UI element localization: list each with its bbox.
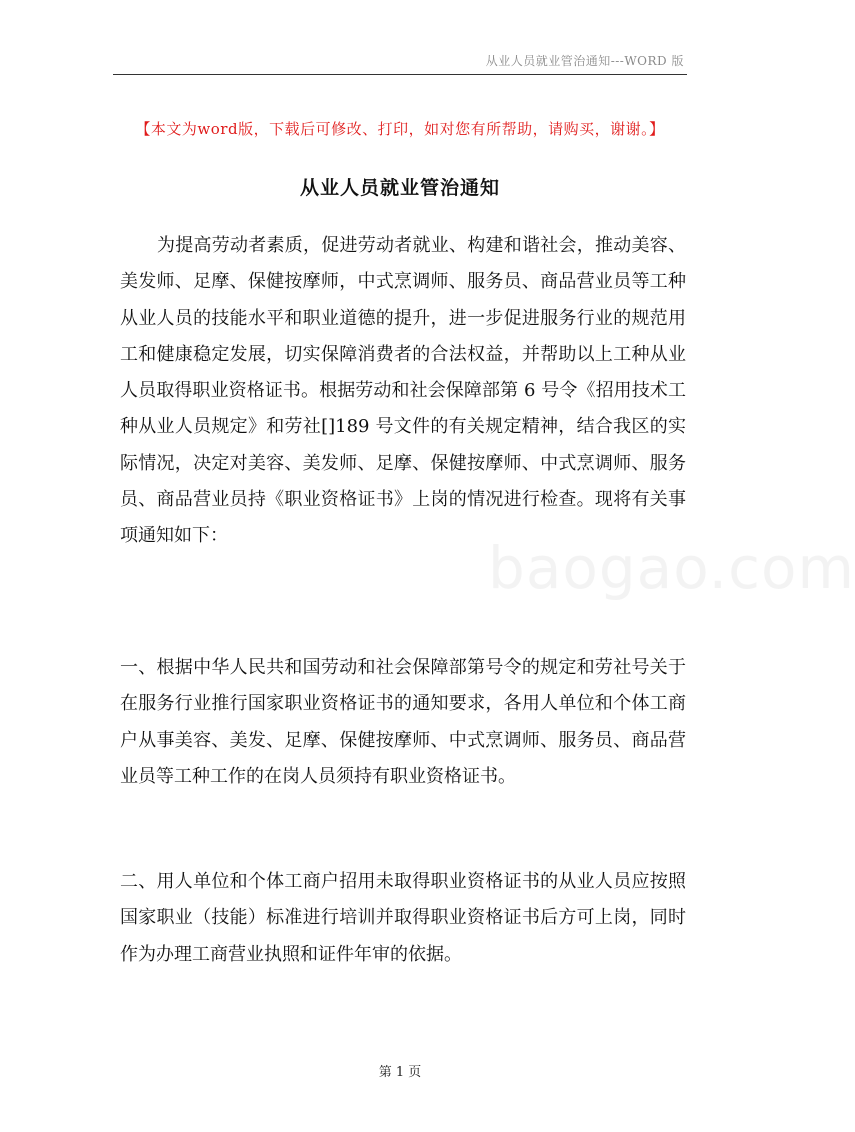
download-notice: 【本文为word版，下载后可修改、打印，如对您有所帮助，请购买，谢谢。】 [135, 120, 665, 138]
page-number: 第 1 页 [378, 1065, 422, 1080]
paragraph-intro: 为提高劳动者素质，促进劳动者就业、构建和谐社会，推动美容、美发师、足摩、保健按摩师，中式烹调师、服务员、商品营业员等工种从业人员的技能水平和职业道德的提升，进一步促进服务行业的规范用工和健康稳定发展，切实保障消费者的合法权益，并帮助以上工种从业人员取得职业资格证书。根据劳动和社会保障部第 6 号令《招用技术工种从业人员规定》和劳社[]189 号文件的有关规定精神，结合我区的实际情况，决定对美容、美发师、足摩、保健按摩师、中式烹调师、服务员、商品营业员持《职业资格证书》上岗的情况进行检查。现将有关事项通知如下： [120, 235, 686, 547]
document-title: 从业人员就业管治通知 [299, 177, 500, 199]
paragraph-item-2: 二、用人单位和个体工商户招用未取得职业资格证书的从业人员应按照国家职业（技能）标准进行培训并取得职业资格证书后方可上岗，同时作为办理工商营业执照和证件年审的依据。 [120, 871, 686, 965]
watermark: baogao.com [488, 534, 855, 602]
paragraph-item-1: 一、根据中华人民共和国劳动和社会保障部第号令的规定和劳社号关于在服务行业推行国家职业资格证书的通知要求，各用人单位和个体工商户从事美容、美发、足摩、保健按摩师、中式烹调师、服务员、商品营业员等工种工作的在岗人员须持有职业资格证书。 [120, 657, 686, 787]
header-divider [113, 74, 687, 75]
running-header: 从业人员就业管治通知---WORD 版 [485, 54, 684, 68]
